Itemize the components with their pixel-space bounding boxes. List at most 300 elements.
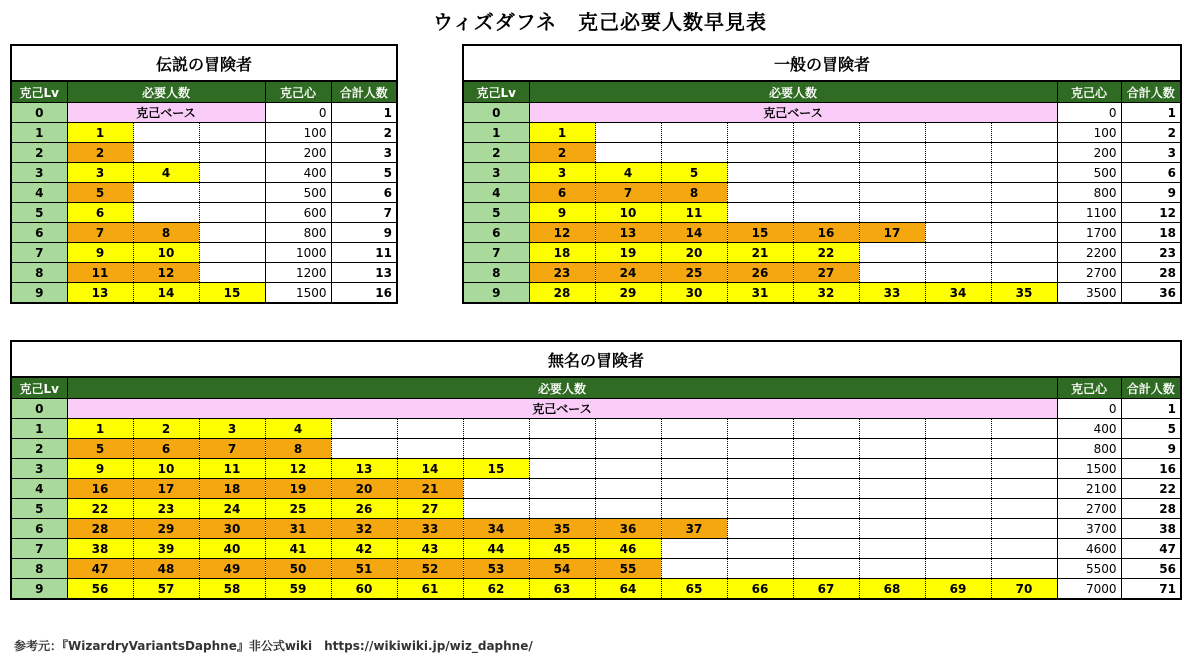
count-cell: 50 xyxy=(265,559,331,579)
level-cell: 5 xyxy=(11,499,67,519)
level-cell: 0 xyxy=(11,103,67,123)
count-cell xyxy=(727,163,793,183)
count-cell: 70 xyxy=(991,579,1057,600)
count-cell xyxy=(793,163,859,183)
count-cell xyxy=(793,203,859,223)
count-cell: 4 xyxy=(595,163,661,183)
count-cell: 13 xyxy=(595,223,661,243)
count-cell: 5 xyxy=(661,163,727,183)
level-cell: 2 xyxy=(11,143,67,163)
count-cell: 66 xyxy=(727,579,793,600)
count-cell: 7 xyxy=(199,439,265,459)
count-cell: 53 xyxy=(463,559,529,579)
count-cell xyxy=(859,559,925,579)
count-cell: 7 xyxy=(595,183,661,203)
header-total: 合計人数 xyxy=(1121,81,1181,103)
count-cell: 16 xyxy=(67,479,133,499)
count-cell: 39 xyxy=(133,539,199,559)
level-cell: 1 xyxy=(11,419,67,439)
count-cell xyxy=(661,459,727,479)
header-total: 合計人数 xyxy=(1121,377,1181,399)
total-cell: 18 xyxy=(1121,223,1181,243)
level-cell: 7 xyxy=(11,539,67,559)
count-cell: 11 xyxy=(67,263,133,283)
count-cell xyxy=(925,479,991,499)
count-cell: 23 xyxy=(133,499,199,519)
count-cell xyxy=(595,479,661,499)
kokki-cell: 400 xyxy=(265,163,331,183)
level-cell: 8 xyxy=(11,559,67,579)
count-cell: 14 xyxy=(397,459,463,479)
kokki-cell: 1200 xyxy=(265,263,331,283)
count-cell xyxy=(991,163,1057,183)
total-cell: 5 xyxy=(1121,419,1181,439)
count-cell xyxy=(925,183,991,203)
count-cell: 29 xyxy=(133,519,199,539)
count-cell: 47 xyxy=(67,559,133,579)
count-cell xyxy=(727,499,793,519)
header-kokki: 克己心 xyxy=(1057,377,1121,399)
count-cell xyxy=(727,559,793,579)
count-cell: 6 xyxy=(133,439,199,459)
count-cell xyxy=(991,223,1057,243)
count-cell: 4 xyxy=(133,163,199,183)
count-cell xyxy=(793,123,859,143)
table-title: 無名の冒険者 xyxy=(11,341,1181,377)
count-cell xyxy=(199,183,265,203)
total-cell: 12 xyxy=(1121,203,1181,223)
count-cell: 9 xyxy=(67,243,133,263)
count-cell: 3 xyxy=(199,419,265,439)
count-cell: 30 xyxy=(661,283,727,304)
count-cell xyxy=(925,539,991,559)
count-cell: 10 xyxy=(595,203,661,223)
table-row xyxy=(463,283,1181,304)
count-cell xyxy=(727,419,793,439)
count-cell: 65 xyxy=(661,579,727,600)
count-cell: 10 xyxy=(133,243,199,263)
table-row xyxy=(11,203,397,223)
level-cell: 6 xyxy=(11,519,67,539)
count-cell xyxy=(595,143,661,163)
count-cell xyxy=(529,459,595,479)
count-cell: 18 xyxy=(199,479,265,499)
total-cell: 2 xyxy=(1121,123,1181,143)
count-cell: 61 xyxy=(397,579,463,600)
legendary-adventurer-table xyxy=(10,44,398,304)
count-cell: 36 xyxy=(595,519,661,539)
count-cell: 40 xyxy=(199,539,265,559)
count-cell: 46 xyxy=(595,539,661,559)
header-total: 合計人数 xyxy=(331,81,397,103)
count-cell: 34 xyxy=(463,519,529,539)
count-cell xyxy=(859,163,925,183)
count-cell: 17 xyxy=(133,479,199,499)
count-cell xyxy=(661,123,727,143)
count-cell: 51 xyxy=(331,559,397,579)
level-cell: 8 xyxy=(11,263,67,283)
count-cell: 43 xyxy=(397,539,463,559)
level-cell: 3 xyxy=(11,459,67,479)
count-cell xyxy=(859,263,925,283)
count-cell xyxy=(859,203,925,223)
kokki-cell: 400 xyxy=(1057,419,1121,439)
count-cell: 31 xyxy=(727,283,793,304)
count-cell xyxy=(529,439,595,459)
count-cell: 28 xyxy=(67,519,133,539)
table-row xyxy=(463,223,1181,243)
count-cell xyxy=(463,479,529,499)
level-cell: 9 xyxy=(463,283,529,304)
base-cell: 克己ベース xyxy=(67,399,1057,419)
count-cell xyxy=(661,499,727,519)
count-cell: 33 xyxy=(859,283,925,304)
level-cell: 9 xyxy=(11,283,67,304)
count-cell: 59 xyxy=(265,579,331,600)
count-cell xyxy=(199,123,265,143)
count-cell xyxy=(199,163,265,183)
page-title: ウィズダフネ 克己必要人数早見表 xyxy=(433,10,767,34)
kokki-cell: 3500 xyxy=(1057,283,1121,304)
level-cell: 7 xyxy=(11,243,67,263)
count-cell xyxy=(859,479,925,499)
kokki-cell: 1700 xyxy=(1057,223,1121,243)
table-row xyxy=(463,203,1181,223)
count-cell xyxy=(793,539,859,559)
count-cell: 37 xyxy=(661,519,727,539)
kokki-cell: 800 xyxy=(1057,183,1121,203)
count-cell xyxy=(133,183,199,203)
count-cell xyxy=(991,439,1057,459)
total-cell: 71 xyxy=(1121,579,1181,600)
count-cell: 11 xyxy=(199,459,265,479)
total-cell: 3 xyxy=(1121,143,1181,163)
count-cell xyxy=(859,499,925,519)
count-cell xyxy=(595,459,661,479)
count-cell: 3 xyxy=(67,163,133,183)
kokki-cell: 600 xyxy=(265,203,331,223)
count-cell: 2 xyxy=(133,419,199,439)
count-cell xyxy=(925,439,991,459)
count-cell: 20 xyxy=(661,243,727,263)
count-cell xyxy=(727,459,793,479)
count-cell xyxy=(133,123,199,143)
count-cell: 2 xyxy=(529,143,595,163)
table-row xyxy=(11,479,1181,499)
count-cell xyxy=(463,439,529,459)
normal-adventurer-table xyxy=(462,44,1182,304)
table-row xyxy=(11,559,1181,579)
count-cell xyxy=(925,263,991,283)
total-cell: 22 xyxy=(1121,479,1181,499)
count-cell xyxy=(529,419,595,439)
count-cell: 12 xyxy=(529,223,595,243)
count-cell xyxy=(793,419,859,439)
table-row xyxy=(11,163,397,183)
table-row xyxy=(11,243,397,263)
count-cell xyxy=(991,243,1057,263)
level-cell: 2 xyxy=(11,439,67,459)
table-row xyxy=(11,579,1181,600)
kokki-cell: 200 xyxy=(1057,143,1121,163)
count-cell: 25 xyxy=(661,263,727,283)
count-cell: 1 xyxy=(67,419,133,439)
table-row xyxy=(463,123,1181,143)
count-cell: 15 xyxy=(463,459,529,479)
header-row xyxy=(11,81,397,103)
count-cell: 22 xyxy=(67,499,133,519)
header-required: 必要人数 xyxy=(529,81,1057,103)
table-row xyxy=(11,123,397,143)
count-cell xyxy=(199,143,265,163)
count-cell: 14 xyxy=(133,283,199,304)
base-cell: 克己ベース xyxy=(67,103,265,123)
kokki-cell: 0 xyxy=(1057,103,1121,123)
count-cell xyxy=(661,539,727,559)
count-cell xyxy=(595,439,661,459)
count-cell xyxy=(133,203,199,223)
table-row xyxy=(11,459,1181,479)
level-cell: 3 xyxy=(463,163,529,183)
level-cell: 0 xyxy=(11,399,67,419)
count-cell xyxy=(925,419,991,439)
count-cell: 29 xyxy=(595,283,661,304)
count-cell xyxy=(793,559,859,579)
count-cell: 11 xyxy=(661,203,727,223)
count-cell: 45 xyxy=(529,539,595,559)
count-cell xyxy=(859,183,925,203)
count-cell xyxy=(925,123,991,143)
count-cell: 9 xyxy=(529,203,595,223)
total-cell: 28 xyxy=(1121,263,1181,283)
table-row xyxy=(463,263,1181,283)
count-cell xyxy=(661,143,727,163)
total-cell: 1 xyxy=(331,103,397,123)
source-reference: 参考元：『WizardryVariantsDaphne』非公式wiki https://wikiwiki.jp/wiz_daphne/ xyxy=(14,639,533,653)
count-cell xyxy=(925,499,991,519)
count-cell: 30 xyxy=(199,519,265,539)
normal-grid xyxy=(462,44,1182,304)
table-row xyxy=(11,419,1181,439)
count-cell xyxy=(859,439,925,459)
count-cell: 28 xyxy=(529,283,595,304)
header-row xyxy=(463,81,1181,103)
count-cell xyxy=(397,439,463,459)
count-cell: 49 xyxy=(199,559,265,579)
total-cell: 9 xyxy=(331,223,397,243)
table-row xyxy=(463,183,1181,203)
count-cell: 34 xyxy=(925,283,991,304)
table-row xyxy=(11,539,1181,559)
count-cell: 6 xyxy=(529,183,595,203)
count-cell: 23 xyxy=(529,263,595,283)
table-row xyxy=(11,223,397,243)
kokki-cell: 1500 xyxy=(1057,459,1121,479)
count-cell: 57 xyxy=(133,579,199,600)
count-cell xyxy=(397,419,463,439)
level-cell: 7 xyxy=(463,243,529,263)
count-cell: 68 xyxy=(859,579,925,600)
count-cell: 44 xyxy=(463,539,529,559)
count-cell xyxy=(925,243,991,263)
kokki-cell: 2100 xyxy=(1057,479,1121,499)
total-cell: 9 xyxy=(1121,439,1181,459)
count-cell: 19 xyxy=(595,243,661,263)
count-cell: 1 xyxy=(67,123,133,143)
count-cell xyxy=(199,223,265,243)
total-cell: 7 xyxy=(331,203,397,223)
table-row xyxy=(11,399,1181,419)
total-cell: 16 xyxy=(1121,459,1181,479)
total-cell: 3 xyxy=(331,143,397,163)
count-cell xyxy=(925,223,991,243)
count-cell: 1 xyxy=(529,123,595,143)
count-cell xyxy=(199,203,265,223)
header-lv: 克己Lv xyxy=(11,377,67,399)
table-row xyxy=(11,519,1181,539)
total-cell: 23 xyxy=(1121,243,1181,263)
level-cell: 5 xyxy=(11,203,67,223)
kokki-cell: 0 xyxy=(265,103,331,123)
count-cell: 13 xyxy=(331,459,397,479)
header-lv: 克己Lv xyxy=(463,81,529,103)
count-cell xyxy=(727,183,793,203)
nameless-adventurer-table xyxy=(10,340,1182,600)
count-cell: 5 xyxy=(67,439,133,459)
count-cell: 48 xyxy=(133,559,199,579)
level-cell: 6 xyxy=(11,223,67,243)
count-cell: 35 xyxy=(529,519,595,539)
level-cell: 3 xyxy=(11,163,67,183)
kokki-cell: 800 xyxy=(265,223,331,243)
table-title: 一般の冒険者 xyxy=(463,45,1181,81)
count-cell xyxy=(727,123,793,143)
count-cell xyxy=(925,459,991,479)
kokki-cell: 100 xyxy=(1057,123,1121,143)
total-cell: 6 xyxy=(1121,163,1181,183)
header-required: 必要人数 xyxy=(67,377,1057,399)
count-cell xyxy=(859,243,925,263)
level-cell: 0 xyxy=(463,103,529,123)
total-cell: 36 xyxy=(1121,283,1181,304)
level-cell: 2 xyxy=(463,143,529,163)
count-cell xyxy=(793,143,859,163)
table-title: 伝説の冒険者 xyxy=(11,45,397,81)
count-cell xyxy=(991,123,1057,143)
header-required: 必要人数 xyxy=(67,81,265,103)
count-cell: 21 xyxy=(727,243,793,263)
level-cell: 6 xyxy=(463,223,529,243)
table-row xyxy=(463,243,1181,263)
count-cell xyxy=(991,559,1057,579)
total-cell: 1 xyxy=(1121,399,1181,419)
count-cell: 27 xyxy=(397,499,463,519)
count-cell xyxy=(991,519,1057,539)
count-cell xyxy=(793,439,859,459)
total-cell: 13 xyxy=(331,263,397,283)
count-cell: 31 xyxy=(265,519,331,539)
count-cell xyxy=(595,499,661,519)
nameless-grid xyxy=(10,340,1182,600)
kokki-cell: 800 xyxy=(1057,439,1121,459)
count-cell: 4 xyxy=(265,419,331,439)
level-cell: 9 xyxy=(11,579,67,600)
kokki-cell: 2700 xyxy=(1057,263,1121,283)
count-cell: 19 xyxy=(265,479,331,499)
count-cell xyxy=(859,539,925,559)
count-cell: 62 xyxy=(463,579,529,600)
total-cell: 6 xyxy=(331,183,397,203)
kokki-cell: 1500 xyxy=(265,283,331,304)
total-cell: 38 xyxy=(1121,519,1181,539)
total-cell: 1 xyxy=(1121,103,1181,123)
kokki-cell: 200 xyxy=(265,143,331,163)
count-cell: 42 xyxy=(331,539,397,559)
count-cell: 35 xyxy=(991,283,1057,304)
count-cell: 20 xyxy=(331,479,397,499)
count-cell xyxy=(991,459,1057,479)
count-cell xyxy=(727,519,793,539)
count-cell xyxy=(991,183,1057,203)
level-cell: 1 xyxy=(11,123,67,143)
total-cell: 11 xyxy=(331,243,397,263)
table-row xyxy=(463,163,1181,183)
count-cell xyxy=(991,419,1057,439)
count-cell: 32 xyxy=(331,519,397,539)
table-row xyxy=(11,143,397,163)
count-cell xyxy=(661,419,727,439)
count-cell xyxy=(463,499,529,519)
table-row xyxy=(11,283,397,304)
level-cell: 4 xyxy=(11,183,67,203)
count-cell xyxy=(661,559,727,579)
count-cell: 60 xyxy=(331,579,397,600)
count-cell: 17 xyxy=(859,223,925,243)
count-cell: 25 xyxy=(265,499,331,519)
total-cell: 9 xyxy=(1121,183,1181,203)
count-cell: 69 xyxy=(925,579,991,600)
count-cell: 14 xyxy=(661,223,727,243)
kokki-cell: 1000 xyxy=(265,243,331,263)
kokki-cell: 3700 xyxy=(1057,519,1121,539)
total-cell: 16 xyxy=(331,283,397,304)
count-cell: 16 xyxy=(793,223,859,243)
legend-grid xyxy=(10,44,398,304)
kokki-cell: 100 xyxy=(265,123,331,143)
count-cell xyxy=(727,539,793,559)
table-row xyxy=(463,143,1181,163)
count-cell: 24 xyxy=(199,499,265,519)
count-cell: 54 xyxy=(529,559,595,579)
count-cell: 8 xyxy=(661,183,727,203)
count-cell xyxy=(859,123,925,143)
count-cell xyxy=(991,539,1057,559)
count-cell xyxy=(925,143,991,163)
count-cell xyxy=(595,419,661,439)
level-cell: 4 xyxy=(11,479,67,499)
count-cell: 27 xyxy=(793,263,859,283)
count-cell xyxy=(793,499,859,519)
count-cell: 24 xyxy=(595,263,661,283)
count-cell xyxy=(661,479,727,499)
count-cell: 8 xyxy=(133,223,199,243)
count-cell xyxy=(331,419,397,439)
count-cell: 52 xyxy=(397,559,463,579)
count-cell xyxy=(991,143,1057,163)
count-cell: 15 xyxy=(727,223,793,243)
table-row xyxy=(11,499,1181,519)
count-cell xyxy=(727,143,793,163)
